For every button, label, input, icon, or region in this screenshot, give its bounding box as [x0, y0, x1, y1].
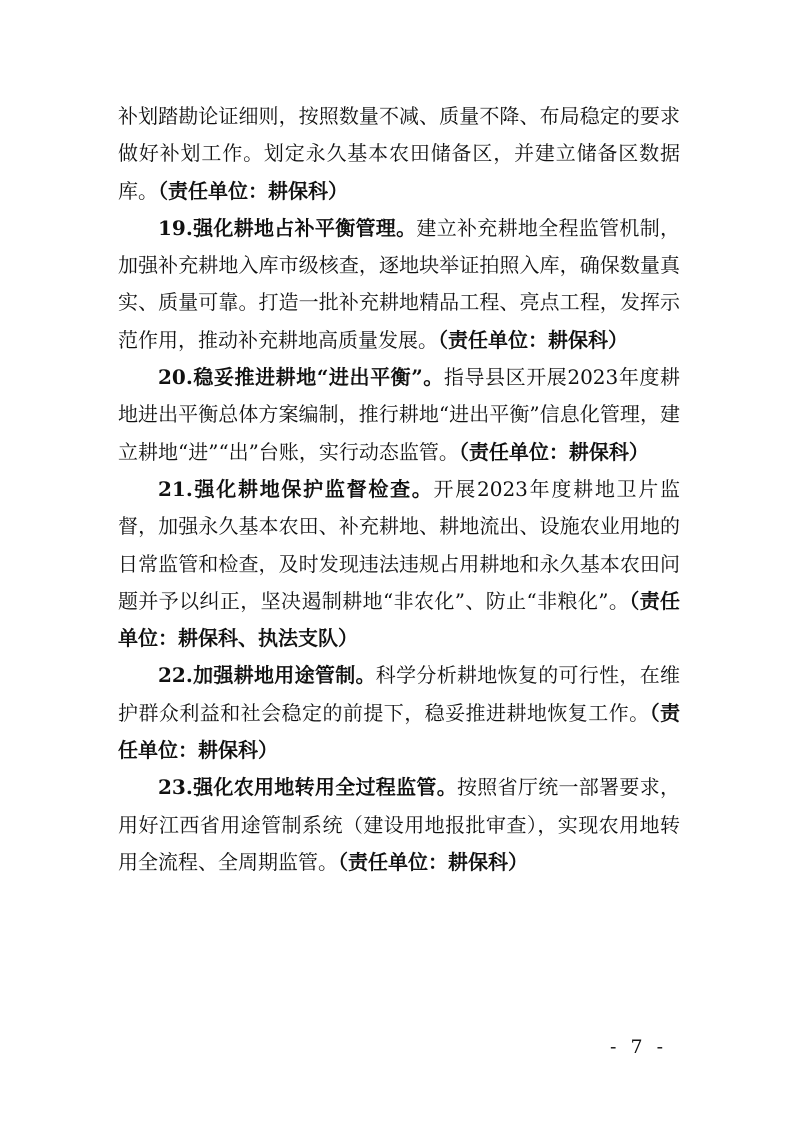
paragraph-text: 开展2023年度耕地卫片监督，加强永久基本农田、补充耕地、耕地流出、设施农业用地的日常监管和检查，及时发现违法违规占用耕地和永久基本农田问题并予以纠正，坚决遏制耕地“非农化”、防止“非粮化”。 [118, 476, 681, 613]
paragraph-item-23 [118, 769, 680, 881]
paragraph-text: 建立补充耕地全程监管机制，加强补充耕地入库市级核查，逐地块举证拍照入库，确保数量真实、质量可靠。打造一批补充耕地精品工程、亮点工程，发挥示范作用，推动补充耕地高质量发展。 [118, 215, 681, 352]
responsibility-unit: （责任单位：耕保科、执法支队） [118, 588, 680, 651]
paragraph-text: 指导县区开展2023年度耕地进出平衡总体方案编制，推行耕地“进出平衡”信息化管理，建立耕地“进”“出”台账，实行动态监管。 [118, 365, 680, 464]
paragraph-continuation [118, 98, 680, 210]
responsibility-unit: （责任单位：耕保科） [458, 439, 649, 464]
paragraph-text: 科学分析耕地恢复的可行性，在维护群众利益和社会稳定的前提下，稳妥推进耕地恢复工作。 [118, 663, 680, 725]
paragraph-text: 按照省厅统一部署要求，用好江西省用途管制系统（建设用地报批审查），实现农用地转用全流程、全周期监管。 [118, 775, 681, 874]
item-heading: 20.稳妥推进耕地“进出平衡”。 [158, 365, 444, 390]
document-body [118, 98, 680, 881]
item-heading: 22.加强耕地用途管制。 [158, 663, 376, 688]
item-heading: 21.强化耕地保护监督检查。 [158, 476, 434, 501]
item-heading: 19.强化耕地占补平衡管理。 [158, 215, 417, 240]
paragraph-item-22 [118, 657, 680, 769]
responsibility-unit: （责任单位：耕保科） [158, 178, 348, 203]
page-number: - 7 - [610, 1036, 668, 1058]
responsibility-unit: （责任单位：耕保科） [118, 700, 681, 763]
paragraph-text: 补划踏勘论证细则，按照数量不减、质量不降、布局稳定的要求做好补划工作。划定永久基本农田储备区，并建立储备区数据库。 [118, 104, 680, 203]
paragraph-item-21 [118, 471, 680, 657]
paragraph-item-19 [118, 210, 680, 359]
paragraph-item-20 [118, 359, 680, 471]
responsibility-unit: （责任单位：耕保科） [338, 849, 528, 874]
responsibility-unit: （责任单位：耕保科） [438, 327, 628, 352]
item-heading: 23.强化农用地转用全过程监管。 [158, 775, 457, 800]
